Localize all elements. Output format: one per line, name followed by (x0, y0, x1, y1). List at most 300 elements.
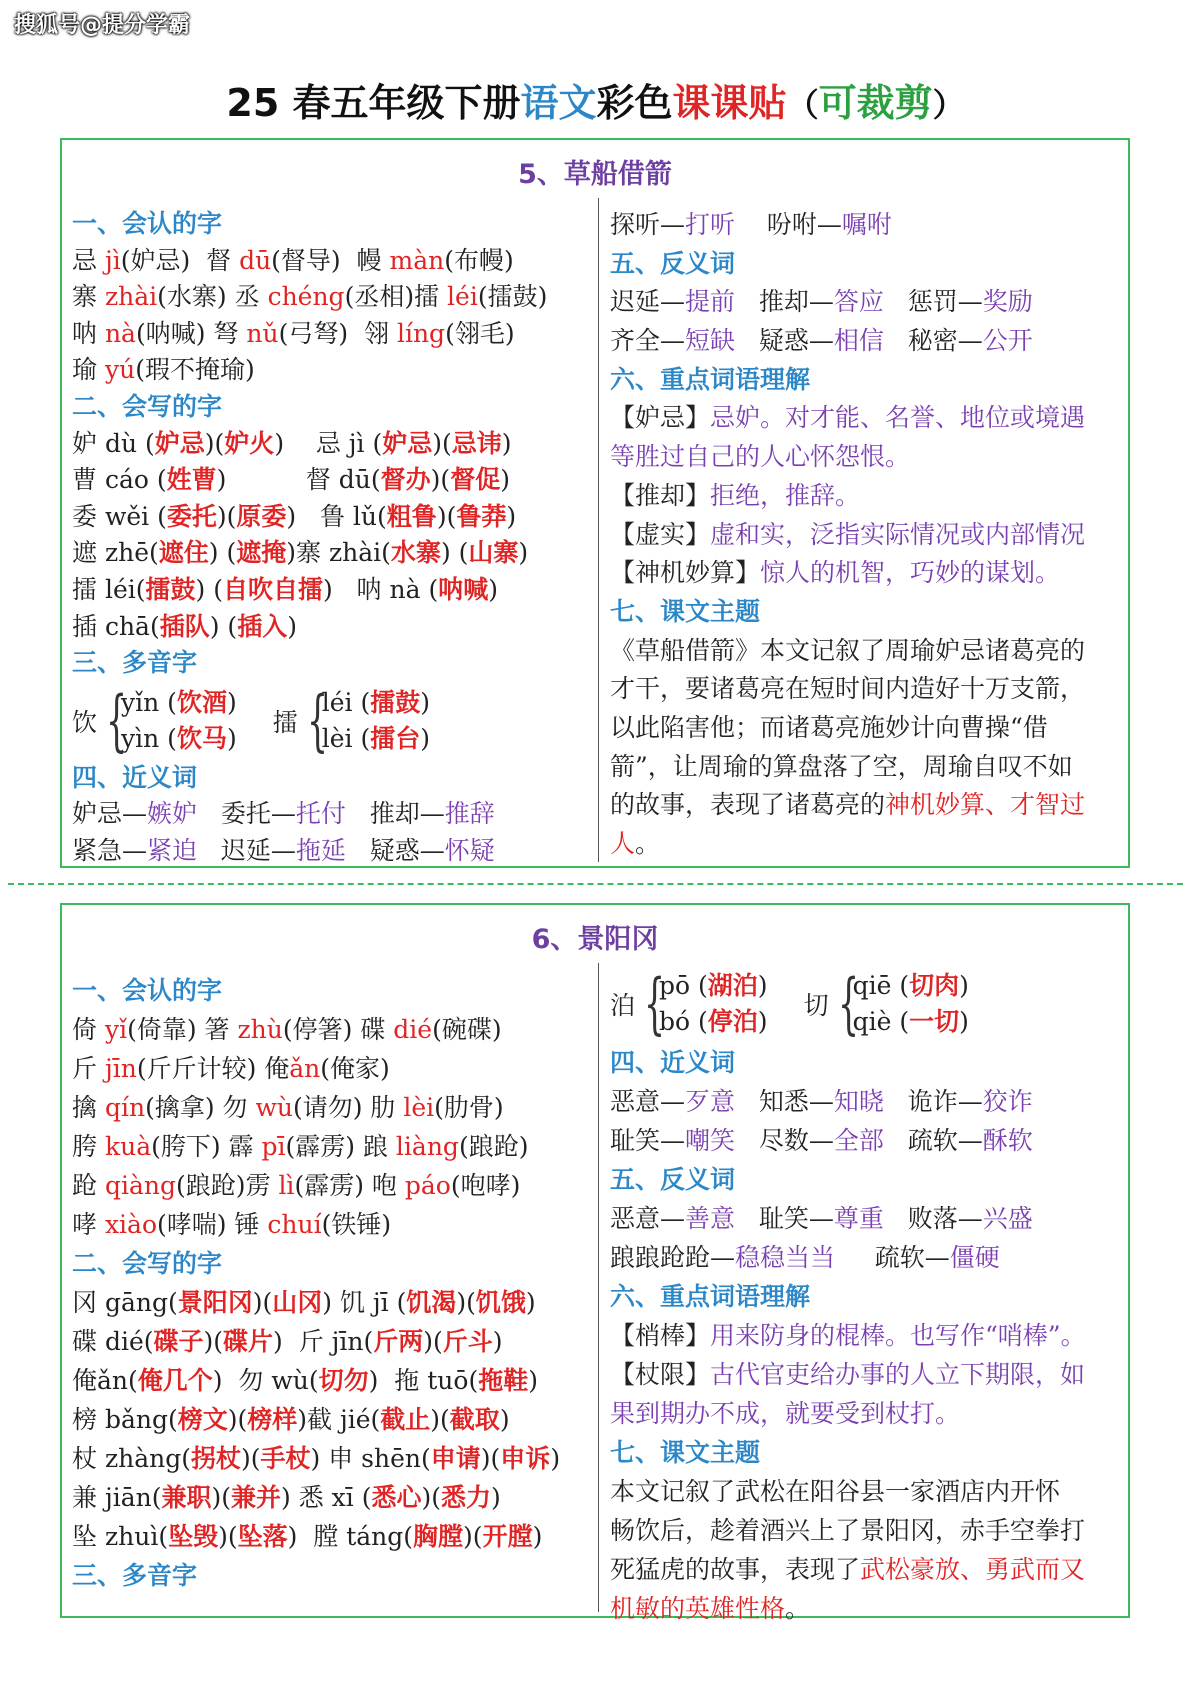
text-segment: )( (421, 1483, 441, 1512)
text-segment: bó ( (659, 1007, 708, 1036)
polyphone-group (610, 965, 768, 1042)
lesson-theme (610, 1472, 1122, 1628)
text-segment: 知晓 (833, 1087, 884, 1116)
text-segment: 擂台 (370, 723, 421, 753)
text-segment: chéng (267, 282, 345, 312)
text-segment: (碗碟) (432, 1015, 502, 1044)
text-segment: 忌 (72, 245, 105, 275)
text-segment: 手杖 (260, 1444, 311, 1473)
text-segment: ) (420, 723, 431, 753)
lesson-6-left-column (72, 971, 592, 1595)
text-segment: (哮喘) 锤 (157, 1210, 268, 1239)
text-segment: ) (550, 1444, 561, 1473)
text-segment: ) (525, 1288, 536, 1317)
polyphone-reading (853, 968, 969, 1004)
text-segment: ) (518, 538, 529, 568)
text-line (72, 1439, 592, 1478)
text-segment: (呐喊) (135, 318, 206, 348)
text-segment: )截 jié( (297, 1405, 381, 1434)
text-segment: 。 (785, 1594, 811, 1623)
text-segment: (霹雳) 踉 (285, 1132, 396, 1161)
section-heading: 二、会写的字 (72, 391, 223, 421)
text-segment: 人 (610, 829, 636, 858)
text-segment: liàng (395, 1132, 459, 1161)
text-segment: 饮酒 (176, 687, 227, 717)
text-segment: páo (404, 1171, 451, 1200)
text-line (72, 1400, 592, 1439)
text-segment: 申诉 (500, 1444, 551, 1473)
text-segment: 坠毁 (168, 1522, 219, 1551)
text-segment: ) ( (440, 538, 469, 568)
text-segment: 截止 (380, 1405, 431, 1434)
text-segment: 兼职 (161, 1483, 212, 1512)
term-explanations (610, 399, 1122, 592)
polyphone-group (272, 681, 431, 759)
text-segment: )( (216, 501, 237, 531)
text-segment: yìn ( (121, 723, 177, 753)
lesson-6-right-column (610, 965, 1122, 1628)
text-segment: 耻笑— (735, 1204, 834, 1233)
text-line (72, 1361, 592, 1400)
text-segment: ) (959, 971, 969, 1000)
text-segment: 悉力 (441, 1483, 492, 1512)
text-segment: )( (430, 1405, 450, 1434)
text-segment: (踉跄) (458, 1132, 529, 1161)
text-segment: 嫉妒 (147, 799, 198, 829)
text-segment: 武松豪放、勇武而又 (860, 1555, 1086, 1584)
recognize-chars-list (72, 243, 592, 389)
text-segment: 斤两 (373, 1327, 424, 1356)
text-segment: 拐杖 (190, 1444, 241, 1473)
text-segment: 景阳冈 (177, 1288, 253, 1317)
text-segment: 短缺 (685, 326, 736, 356)
text-segment: ) (528, 1366, 538, 1395)
text-segment: 【推却】 (610, 480, 711, 510)
section-heading: 六、重点词语理解 (610, 1282, 811, 1311)
text-segment: 嘲笑 (685, 1126, 736, 1155)
text-segment: 尽数— (735, 1126, 834, 1155)
text-segment: 神机妙算、才智过 (885, 790, 1086, 820)
text-segment: 推却— (345, 799, 445, 829)
text-segment: 耻笑— (610, 1126, 686, 1155)
text-segment: pō ( (659, 971, 708, 1000)
text-line (610, 1589, 1122, 1628)
text-segment: 疑惑— (735, 326, 834, 356)
text-segment: )( (463, 1522, 483, 1551)
text-segment: ) (226, 723, 237, 753)
text-segment: 【杖限】 (610, 1360, 711, 1389)
text-segment: 榜 bǎng( (72, 1405, 178, 1434)
text-line (72, 1205, 592, 1244)
text-segment: ) 督 dū( (216, 465, 381, 495)
text-segment: 饥饿 (475, 1288, 526, 1317)
text-segment: 杖 zhàng( (72, 1444, 191, 1473)
section-heading: 五、反义词 (610, 248, 736, 278)
text-line (610, 516, 1122, 555)
title-kind: 课课贴 (672, 81, 787, 125)
text-segment: 善意 (685, 1204, 736, 1233)
text-segment: 妒忌 (154, 428, 205, 458)
text-segment: 碟 dié( (72, 1327, 154, 1356)
text-segment: pī (261, 1132, 286, 1161)
text-segment: xiào (104, 1210, 158, 1239)
text-segment: 【梢棒】 (610, 1321, 711, 1350)
text-segment: 【虚实】 (610, 519, 711, 549)
synonym-continued (610, 206, 1122, 245)
synonym-list (72, 796, 592, 869)
text-segment: (弓弩) (278, 318, 349, 348)
text-segment: 呐 (72, 318, 105, 348)
lesson-theme (610, 632, 1122, 864)
polyphone-reading (322, 685, 430, 721)
text-segment: 惩罚— (883, 287, 983, 317)
section-heading: 三、多音字 (72, 648, 198, 678)
text-segment: )( (480, 1444, 501, 1473)
document-title (0, 72, 1191, 127)
text-segment: qín (104, 1093, 146, 1122)
text-segment: 截取 (449, 1405, 500, 1434)
text-segment: nǔ (246, 318, 279, 348)
section-heading: 五、反义词 (610, 1165, 736, 1194)
text-segment: líng (396, 318, 446, 348)
text-segment: dié (393, 1015, 433, 1044)
lesson-5-card (60, 138, 1130, 868)
title-prefix: 25 春五年级下册 (226, 81, 521, 125)
text-segment: ) (488, 574, 499, 604)
brace-icon: { (837, 965, 859, 1042)
text-segment: 尊重 (833, 1204, 884, 1233)
text-segment: 插队 (159, 611, 210, 641)
text-segment: 提前 (685, 287, 736, 317)
text-segment: 委托 (166, 501, 217, 531)
text-segment: 碟片 (223, 1327, 274, 1356)
text-line (610, 1394, 1122, 1433)
text-line (610, 206, 1122, 245)
text-segment: )( (204, 428, 225, 458)
text-segment: 狡诈 (982, 1087, 1033, 1116)
text-segment: 翎 (348, 318, 397, 348)
text-line (72, 1322, 592, 1361)
text-line (72, 1049, 592, 1088)
text-segment: ) ( (208, 538, 237, 568)
text-segment: 山寨 (468, 538, 519, 568)
text-segment: (督导) (271, 245, 341, 275)
text-segment: 公开 (982, 326, 1033, 356)
text-segment: 鲁莽 (456, 501, 507, 531)
text-segment: zhù (237, 1015, 283, 1044)
text-segment: )( (430, 465, 451, 495)
text-segment: )寨 zhài( (286, 538, 391, 568)
text-segment: 妒火 (224, 428, 275, 458)
text-segment: )( (252, 1288, 273, 1317)
text-segment: 开膛 (482, 1522, 533, 1551)
text-segment: 插入 (237, 611, 288, 641)
text-line (610, 438, 1122, 477)
text-segment: (擒拿) 勿 (145, 1093, 256, 1122)
text-segment: 知悉— (735, 1087, 834, 1116)
text-segment: 停泊 (707, 1007, 758, 1036)
polyphone-char: 擂 (272, 707, 298, 737)
text-segment: ) (501, 428, 512, 458)
text-line (72, 1166, 592, 1205)
text-segment: 擂 (414, 282, 448, 312)
text-segment: 打听 (685, 210, 736, 239)
polyphone-block (610, 965, 1122, 1043)
text-segment: 妒忌 (382, 428, 433, 458)
text-line (72, 1283, 592, 1322)
title-paren-open: （ (786, 86, 819, 124)
text-segment: 斤斗 (442, 1327, 493, 1356)
text-segment: 委 wěi ( (72, 501, 167, 531)
title-paren-close: ） (932, 86, 965, 124)
text-segment: ) (226, 687, 237, 717)
text-segment: ) 膛 táng( (287, 1522, 414, 1551)
text-segment: 拖鞋 (478, 1366, 529, 1395)
text-segment: dū (239, 245, 272, 275)
text-segment: (倚靠) 箸 (127, 1015, 238, 1044)
text-segment: 胸膛 (413, 1522, 464, 1551)
text-segment: ) 拖 tuō( (368, 1366, 479, 1395)
text-segment: (翎毛) (445, 318, 515, 348)
brace-icon: { (644, 965, 666, 1042)
text-segment: (停箸) 碟 (282, 1015, 394, 1044)
title-middle: 彩色 (596, 81, 673, 125)
text-segment: 妒忌— (72, 799, 148, 829)
text-segment: 胯 (72, 1132, 105, 1161)
text-line (610, 1238, 1122, 1277)
text-segment: 推却— (735, 287, 834, 317)
text-line (72, 279, 592, 316)
text-segment: 疏软— (835, 1243, 950, 1272)
text-segment: 兼 jiān( (72, 1483, 162, 1512)
antonym-list (610, 1199, 1122, 1277)
text-segment: 才干，要诸葛亮在短时间内造好十万支箭， (610, 674, 1086, 704)
text-segment: 擒 (72, 1093, 105, 1122)
text-segment: (斤斤计较) 俺 (136, 1054, 290, 1083)
text-segment: 饮马 (176, 723, 227, 753)
text-segment: 恶意— (610, 1204, 686, 1233)
text-segment: 等胜过自己的人心怀怨恨。 (610, 442, 911, 472)
text-segment: 答应 (833, 287, 884, 317)
text-line (610, 554, 1122, 593)
text-segment: 弩 (205, 318, 247, 348)
text-segment: 遮掩 (236, 538, 287, 568)
text-line (610, 748, 1122, 787)
text-segment: zhài (104, 282, 158, 312)
text-segment: 的故事，表现了诸葛亮的 (610, 790, 886, 820)
text-line (610, 1472, 1122, 1511)
text-segment: (霹雳) 咆 (294, 1171, 405, 1200)
polyphone-group (803, 965, 969, 1042)
text-line (72, 243, 592, 280)
text-line (610, 1082, 1122, 1121)
text-segment: 疏软— (883, 1126, 983, 1155)
text-segment: 哮 (72, 1210, 105, 1239)
section-heading: 四、近义词 (610, 1048, 736, 1077)
text-segment: 寨 (72, 282, 105, 312)
text-segment: (踉跄)雳 (175, 1171, 279, 1200)
text-segment: 迟延— (197, 835, 296, 865)
text-segment: 曹 cáo ( (72, 465, 167, 495)
text-segment: jīn (104, 1054, 137, 1083)
text-line (610, 1511, 1122, 1550)
polyphone-group (72, 681, 237, 759)
polyphone-reading (659, 968, 768, 1004)
text-segment: (咆哮) (450, 1171, 521, 1200)
text-segment: 饥渴 (406, 1288, 457, 1317)
polyphone-reading (659, 1004, 768, 1040)
text-line (72, 462, 592, 499)
text-line (610, 1550, 1122, 1589)
section-heading: 二、会写的字 (72, 1249, 223, 1278)
text-segment: 惊人的机智，巧妙的谋划。 (760, 558, 1061, 588)
text-segment: )( (218, 1522, 238, 1551)
text-segment: 督办 (380, 465, 431, 495)
section-heading: 一、会认的字 (72, 209, 223, 238)
section-heading: 三、多音字 (72, 1561, 198, 1590)
text-segment: 紧急— (72, 835, 148, 865)
text-segment: 紧迫 (147, 835, 198, 865)
text-line (610, 632, 1122, 671)
text-segment: 稳稳当当 (735, 1243, 836, 1272)
text-segment: )( (227, 1405, 248, 1434)
text-segment: 委托— (197, 799, 296, 829)
text-segment: lì (278, 1171, 295, 1200)
lesson-5-title: 5、草船借箭 (518, 159, 672, 190)
text-segment: 擂 léi( (72, 574, 146, 604)
text-segment: ) (506, 501, 517, 531)
text-segment: 擂鼓 (370, 687, 421, 717)
text-segment: 妒 dù ( (72, 428, 155, 458)
text-line (72, 1010, 592, 1049)
text-segment: lèi ( (321, 723, 371, 753)
text-segment: 。 (635, 829, 661, 858)
text-segment: ) 斤 jīn( (273, 1327, 374, 1356)
section-heading: 四、近义词 (72, 762, 198, 792)
title-subject: 语文 (520, 81, 597, 125)
text-line (610, 399, 1122, 438)
text-line (610, 1316, 1122, 1355)
polyphone-reading (121, 685, 237, 721)
text-line (610, 1355, 1122, 1394)
column-divider (598, 963, 599, 1612)
text-segment: 倚 (72, 1015, 105, 1044)
polyphone-reading (853, 1004, 969, 1040)
text-segment: ) 饥 jī ( (322, 1288, 407, 1317)
text-segment: 切勿 (318, 1366, 369, 1395)
text-segment: jì (104, 245, 121, 275)
text-segment: 相信 (833, 326, 884, 356)
text-line (72, 1478, 592, 1517)
text-line (72, 1517, 592, 1556)
watermark: 搜狐号@提分学霸 (14, 13, 191, 38)
text-segment: (请勿) 肋 (292, 1093, 404, 1122)
text-line (72, 352, 592, 389)
text-segment: 以此陷害他；而诸葛亮施妙计向曹操“借 (610, 712, 1048, 742)
text-segment: 遮住 (158, 538, 209, 568)
text-line (72, 796, 592, 833)
text-line (72, 833, 592, 870)
text-line (72, 316, 592, 353)
text-line (72, 499, 592, 536)
text-segment: 畅饮后，趁着酒兴上了景阳冈，赤手空拳打 (610, 1516, 1086, 1545)
text-segment: 兴盛 (982, 1204, 1033, 1233)
synonym-list (610, 1082, 1122, 1160)
text-segment: ) (420, 687, 431, 717)
text-segment: (擂鼓) (477, 282, 548, 312)
text-segment: 奖励 (982, 287, 1033, 317)
text-segment: 虚和实，泛指实际情况或内部情况 (710, 519, 1086, 549)
text-segment: ) (500, 465, 510, 495)
text-segment: 坠落 (237, 1522, 288, 1551)
text-segment: 用来防身的棍棒。也写作“哨棒”。 (710, 1321, 1086, 1350)
text-line (610, 283, 1122, 322)
section-heading: 七、课文主题 (610, 1438, 761, 1467)
text-segment: 探听— (610, 210, 686, 239)
text-segment: ) (959, 1007, 969, 1036)
text-segment: chuí (267, 1210, 322, 1239)
text-segment: 督促 (450, 465, 501, 495)
text-segment: 姓曹 (166, 465, 217, 495)
text-line (610, 670, 1122, 709)
text-segment: nà (104, 318, 136, 348)
lesson-6-card (60, 903, 1130, 1623)
text-line (72, 572, 592, 609)
text-segment: (布幔) (444, 245, 514, 275)
text-segment: )( (436, 501, 457, 531)
text-segment: qiè ( (852, 1007, 910, 1036)
text-segment: 水寨 (390, 538, 441, 568)
text-line (610, 825, 1122, 864)
text-segment: 插 chā( (72, 611, 160, 641)
text-segment: ) (287, 611, 297, 641)
text-segment: 本文记叙了武松在阳谷县一家酒店内开怀 (610, 1477, 1061, 1506)
text-segment: màn (389, 245, 445, 275)
text-segment: 僵硬 (949, 1243, 1000, 1272)
text-segment: )( (456, 1288, 476, 1317)
text-line (610, 786, 1122, 825)
text-segment: 一切 (909, 1007, 960, 1036)
text-segment: 斤 (72, 1054, 105, 1083)
polyphone-reading (322, 721, 430, 757)
text-segment: 瑜 (72, 355, 105, 385)
term-explanations (610, 1316, 1122, 1433)
text-segment: (瑕不掩瑜) (135, 355, 255, 385)
text-segment: ) 勿 wù( (212, 1366, 319, 1395)
text-segment: 果到期办不成，就要受到杖打。 (610, 1399, 961, 1428)
section-heading: 七、课文主题 (610, 596, 761, 626)
text-segment: (胯下) 霹 (151, 1132, 262, 1161)
text-segment: 幔 (340, 245, 390, 275)
text-segment: ) 呐 nà ( (323, 574, 439, 604)
text-segment: qiàng (104, 1171, 176, 1200)
lesson-5-left-column (72, 206, 592, 870)
text-segment: ) 悉 xī ( (281, 1483, 372, 1512)
text-segment: 擂鼓 (145, 574, 196, 604)
text-segment: 拖延 (295, 835, 346, 865)
text-segment: kuà (104, 1132, 152, 1161)
recognize-chars-list (72, 1010, 592, 1244)
text-segment: 齐全— (610, 326, 686, 356)
text-segment: 俺ǎn( (72, 1366, 138, 1395)
text-segment: ) 申 shēn( (310, 1444, 431, 1473)
write-chars-list (72, 1283, 592, 1556)
text-segment: 酥软 (982, 1126, 1033, 1155)
text-segment: 跄 (72, 1171, 105, 1200)
text-line (610, 1199, 1122, 1238)
text-line (610, 322, 1122, 361)
text-segment: 秘密— (883, 326, 983, 356)
